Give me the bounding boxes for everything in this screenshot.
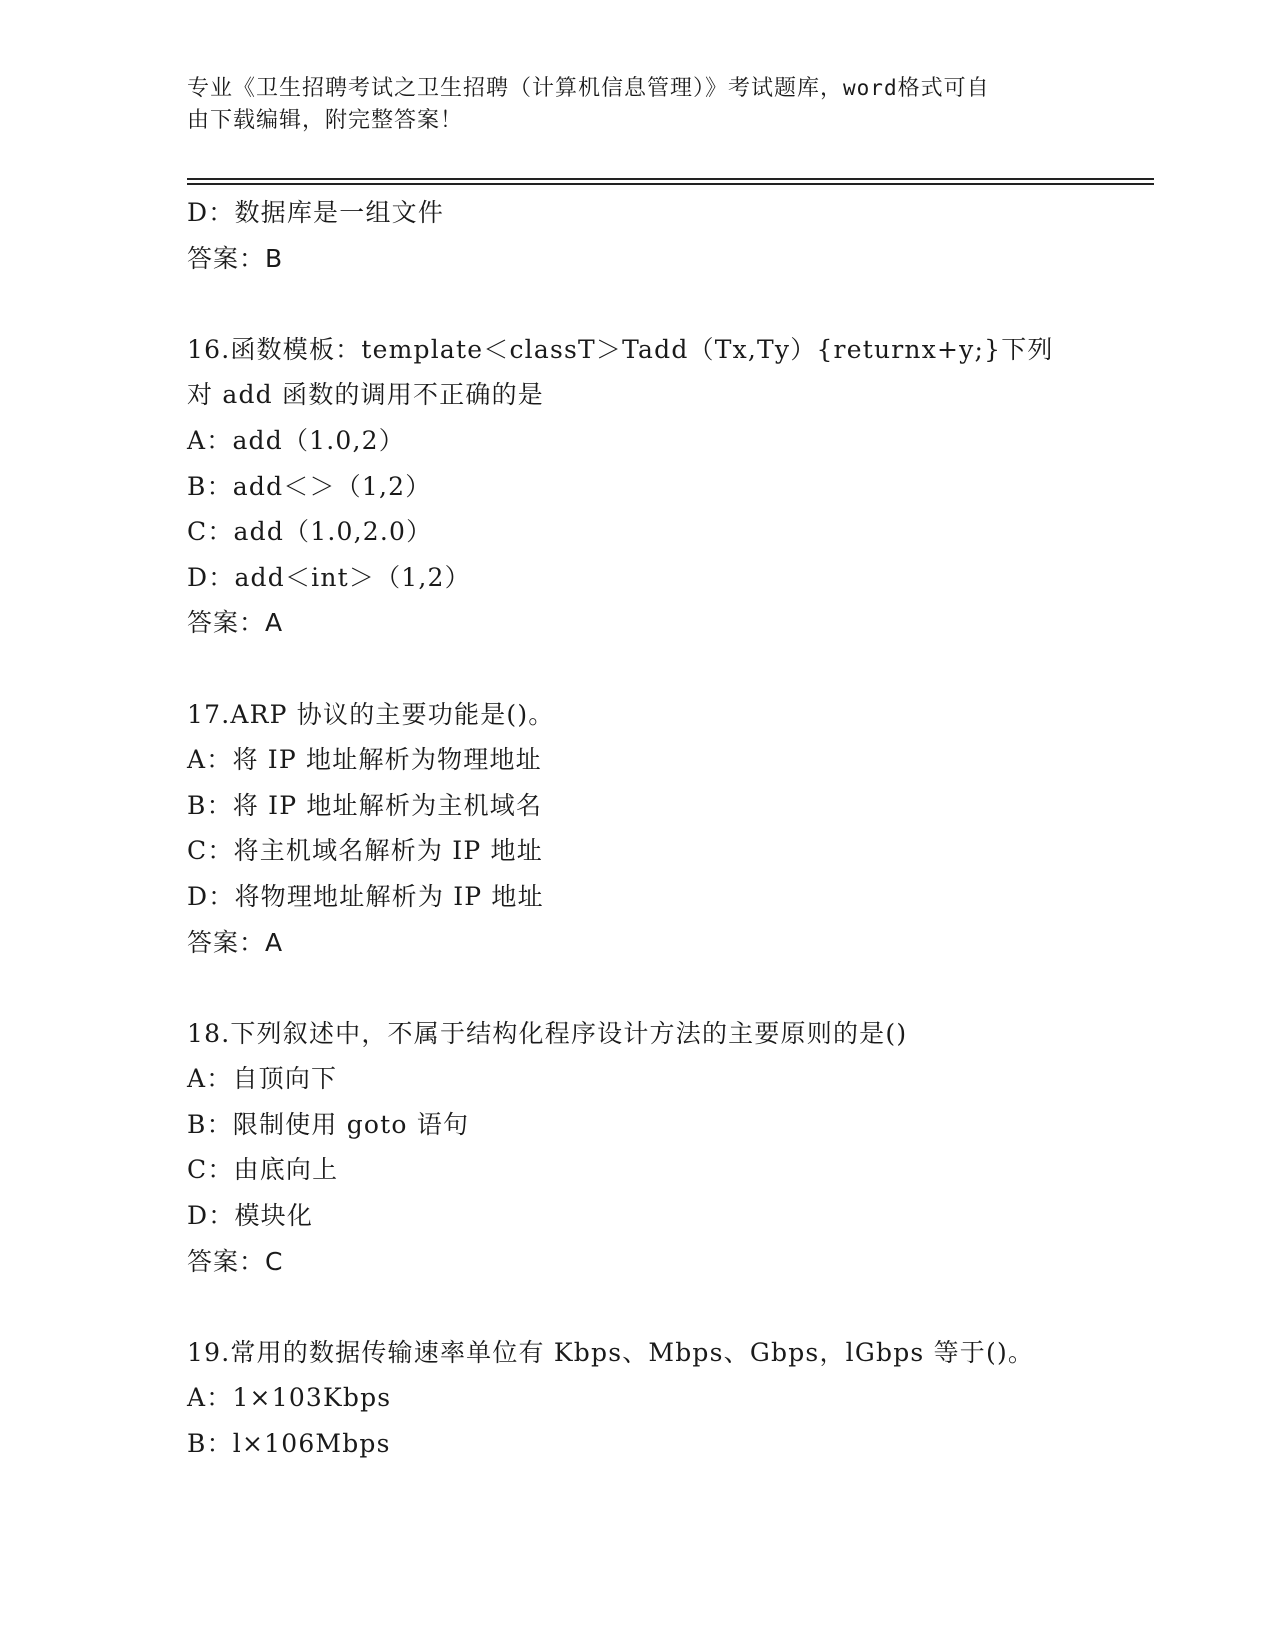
header-line-2: 由下载编辑，附完整答案！ (187, 108, 464, 133)
header-word-format: word (843, 76, 898, 100)
q19-option-b: B：l×106Mbps (187, 1429, 391, 1459)
q16-option-d: D：add＜int＞（1,2） (187, 562, 471, 592)
q16-option-a: A：add（1.0,2） (187, 425, 405, 455)
q18-answer: 答案：C (187, 1246, 284, 1276)
document-header (187, 72, 1067, 137)
header-divider-bottom (187, 183, 1154, 185)
spacer (187, 965, 1147, 1011)
q17-answer: 答案：A (187, 927, 284, 957)
q19-option-a: A：1×103Kbps (187, 1383, 392, 1413)
q18-option-a: A：自顶向下 (187, 1064, 338, 1094)
q17-option-a: A：将 IP 地址解析为物理地址 (187, 745, 542, 775)
q18-option-d: D：模块化 (187, 1201, 314, 1231)
spacer (187, 1284, 1147, 1330)
q17-option-b: B：将 IP 地址解析为主机域名 (187, 790, 543, 820)
q16-option-c: C：add（1.0,2.0） (187, 517, 433, 547)
q19-stem: 19.常用的数据传输速率单位有 Kbps、Mbps、Gbps，lGbps 等于()。 (187, 1337, 1035, 1367)
spacer (187, 281, 1147, 327)
q17-option-c: C：将主机域名解析为 IP 地址 (187, 836, 543, 866)
q17-option-d: D：将物理地址解析为 IP 地址 (187, 881, 544, 911)
q17-stem: 17.ARP 协议的主要功能是()。 (187, 699, 555, 729)
q16-stem-line-2: 对 add 函数的调用不正确的是 (187, 380, 545, 410)
q15-answer: 答案：B (187, 243, 284, 273)
q18-stem: 18.下列叙述中，不属于结构化程序设计方法的主要原则的是() (187, 1018, 908, 1048)
spacer (187, 646, 1147, 692)
q18-option-b: B：限制使用 goto 语句 (187, 1109, 470, 1139)
header-text-end: 格式可自 (897, 76, 990, 101)
q16-answer: 答案：A (187, 608, 284, 638)
q16-option-b: B：add＜＞（1,2） (187, 471, 432, 501)
header-line-1 (187, 72, 1067, 105)
header-text: 专业《卫生招聘考试之卫生招聘（计算机信息管理）》考试题库， (187, 76, 844, 101)
q15-option-d: D：数据库是一组文件 (187, 198, 445, 227)
question-list (187, 190, 1147, 1467)
q16-stem-line-1: 16.函数模板：template＜classT＞Tadd（Tx,Ty）{returnx+y;}下列 (187, 334, 1054, 364)
header-divider-top (187, 178, 1154, 180)
q18-option-c: C：由底向上 (187, 1155, 339, 1185)
